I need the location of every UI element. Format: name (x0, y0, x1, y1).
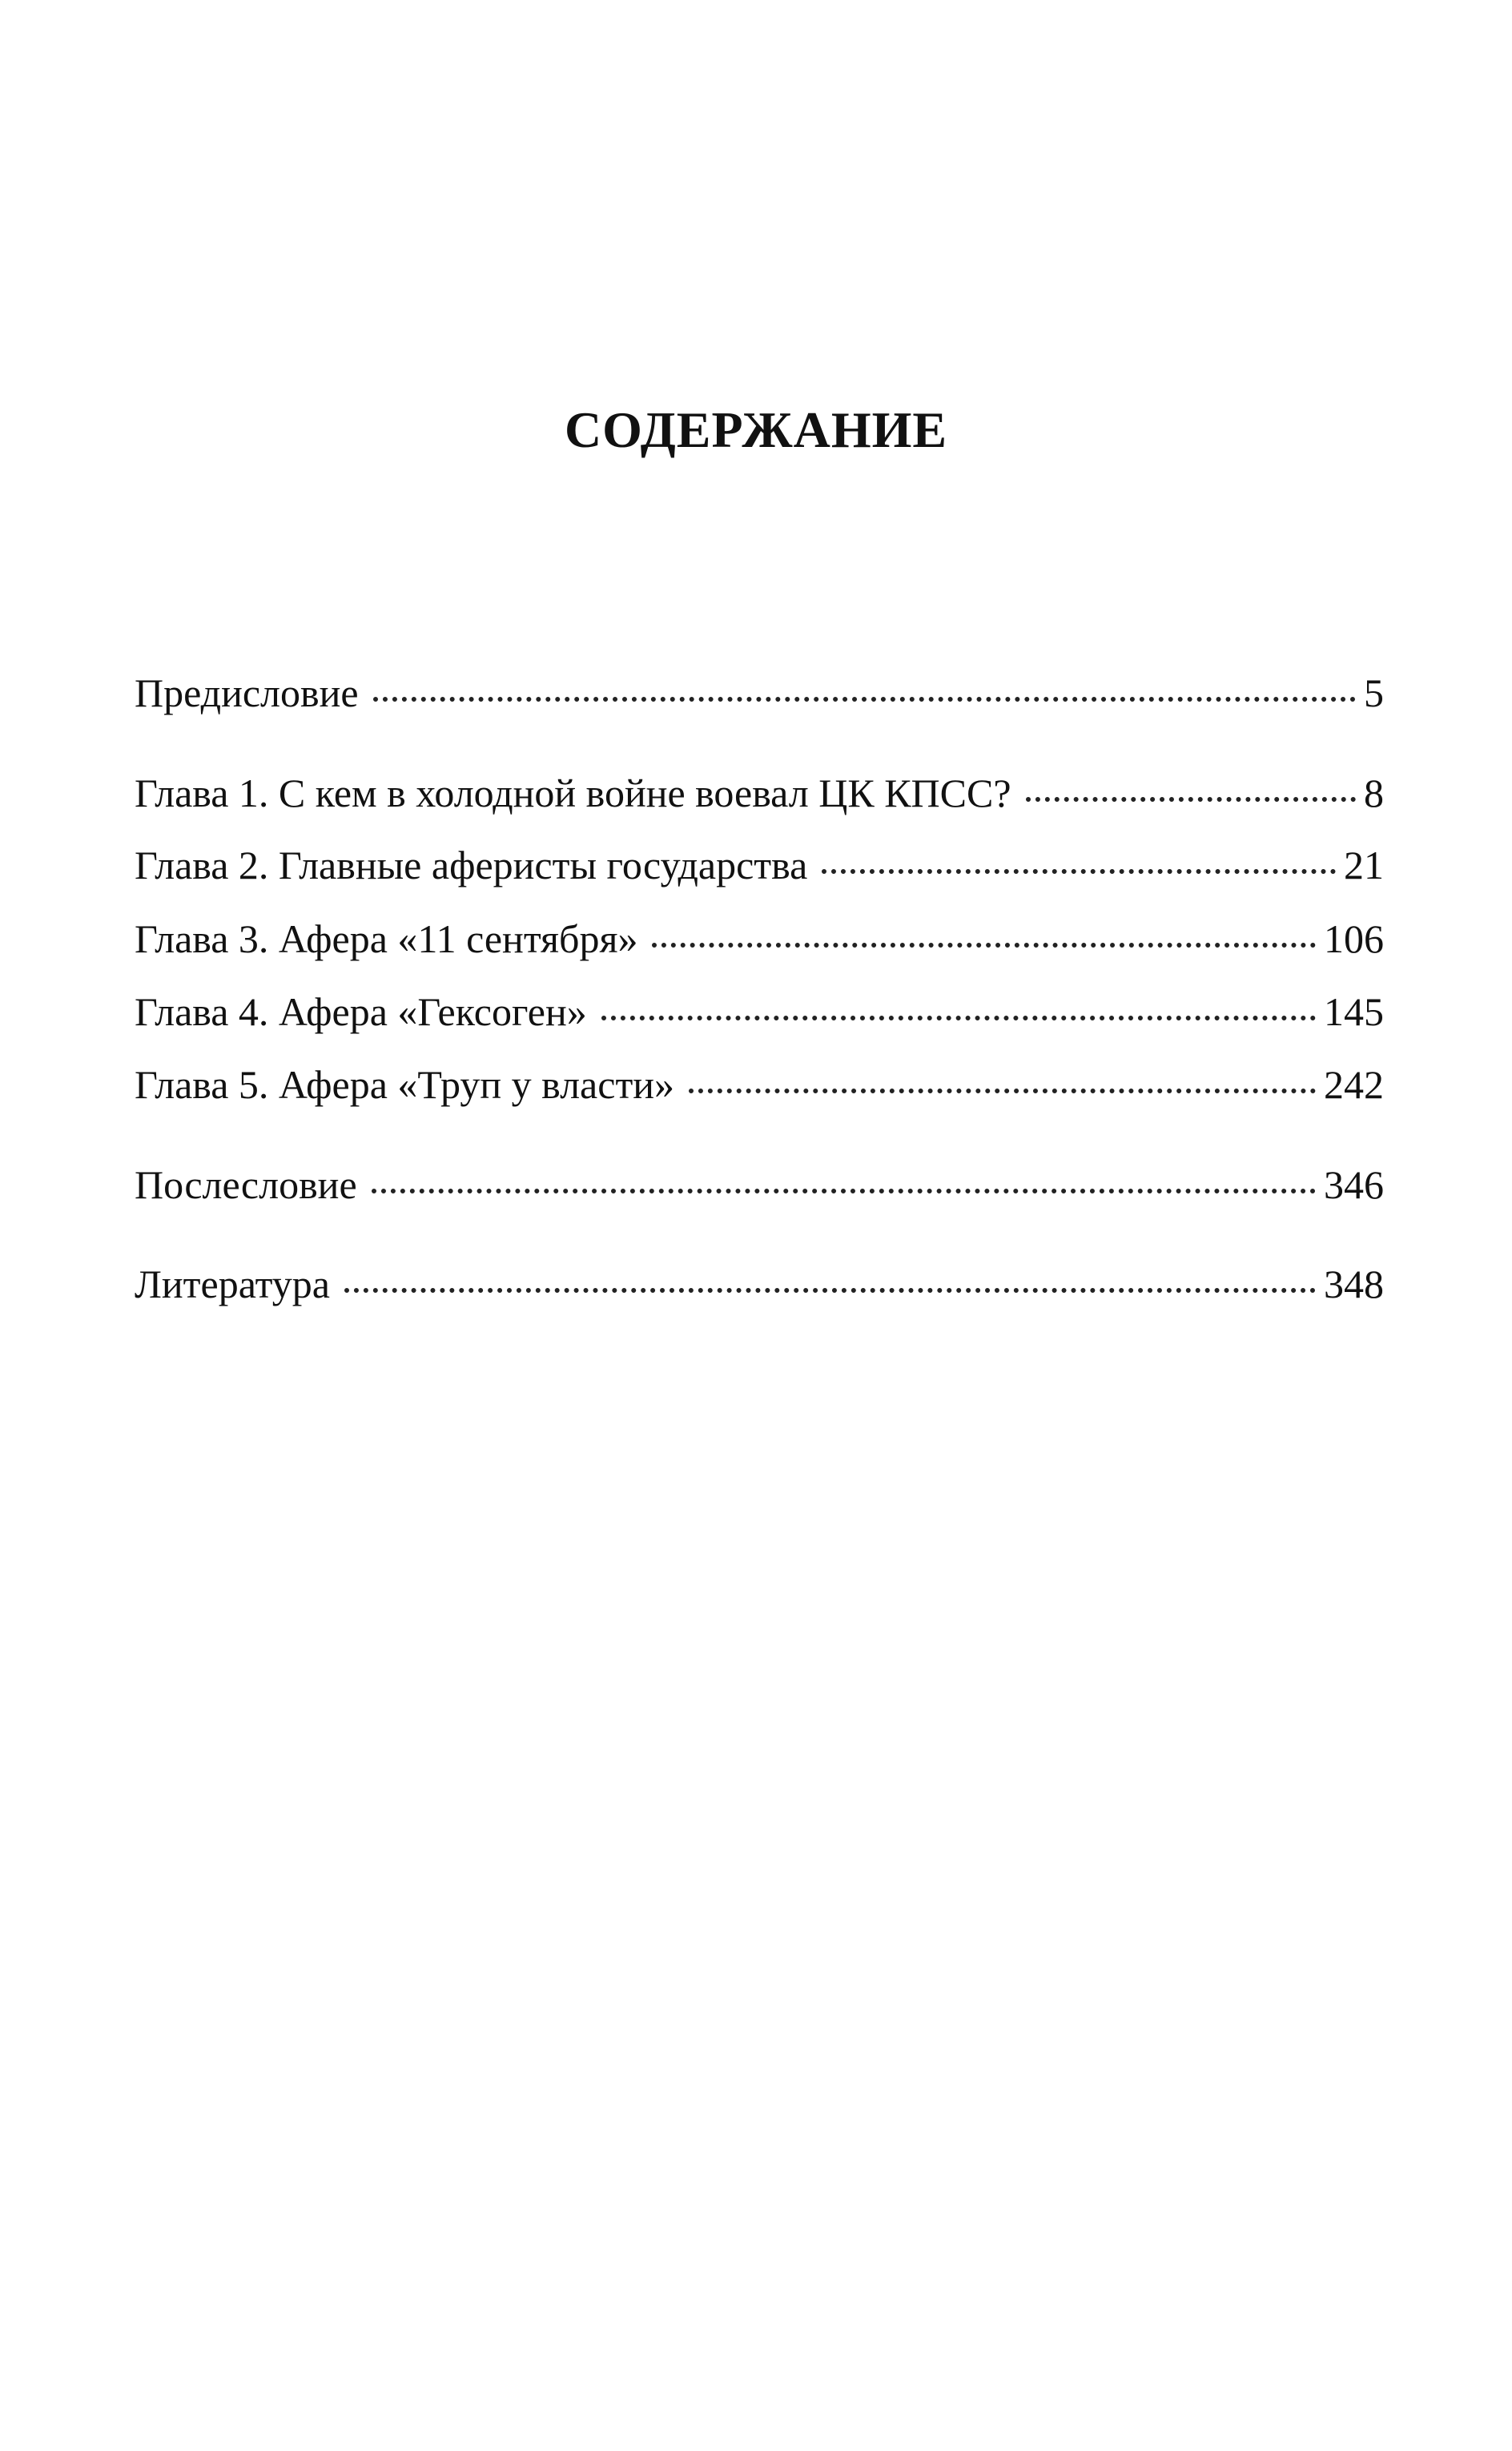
toc-entry-page: 106 (1324, 916, 1384, 961)
toc-entry-page: 346 (1324, 1162, 1384, 1207)
toc-entry-label: Предисловие (135, 670, 359, 715)
dot-leader (1026, 797, 1356, 802)
toc-entry-label: Литература (135, 1262, 330, 1306)
toc-entry-page: 21 (1344, 843, 1384, 887)
toc-entry-chapter-2[interactable] (135, 837, 1384, 893)
dot-leader (601, 1016, 1316, 1020)
toc-entry-label: Глава 4. Афера «Гексоген» (135, 989, 587, 1034)
toc-entry-page: 242 (1324, 1062, 1384, 1107)
dot-leader (373, 697, 1356, 702)
dot-leader (344, 1288, 1316, 1293)
toc-entry-page: 5 (1364, 670, 1384, 715)
toc-entry-label: Послесловие (135, 1162, 357, 1207)
toc-entry-chapter-5[interactable] (135, 1056, 1384, 1113)
toc-entry-label: Глава 1. С кем в холодной войне воевал ЦК КПСС? (135, 771, 1011, 815)
toc-entry-page: 8 (1364, 771, 1384, 815)
toc-entry-page: 348 (1324, 1262, 1384, 1306)
toc-entry-label: Глава 2. Главные аферисты государства (135, 843, 808, 887)
toc-entry-page: 145 (1324, 989, 1384, 1034)
toc-entry-label: Глава 5. Афера «Труп у власти» (135, 1062, 675, 1107)
page-title: СОДЕРЖАНИЕ (564, 401, 948, 458)
dot-leader (822, 869, 1336, 874)
dot-leader (652, 943, 1316, 948)
toc-entry-bibliography[interactable] (135, 1256, 1384, 1312)
toc-entry-chapter-4[interactable] (135, 984, 1384, 1040)
toc-entry-preface[interactable] (135, 665, 1384, 721)
dot-leader (372, 1189, 1316, 1193)
toc-entry-afterword[interactable] (135, 1157, 1384, 1213)
toc-entry-chapter-1[interactable] (135, 765, 1384, 821)
toc-entry-label: Глава 3. Афера «11 сентября» (135, 916, 638, 961)
toc-entry-chapter-3[interactable] (135, 911, 1384, 967)
dot-leader (689, 1089, 1316, 1093)
